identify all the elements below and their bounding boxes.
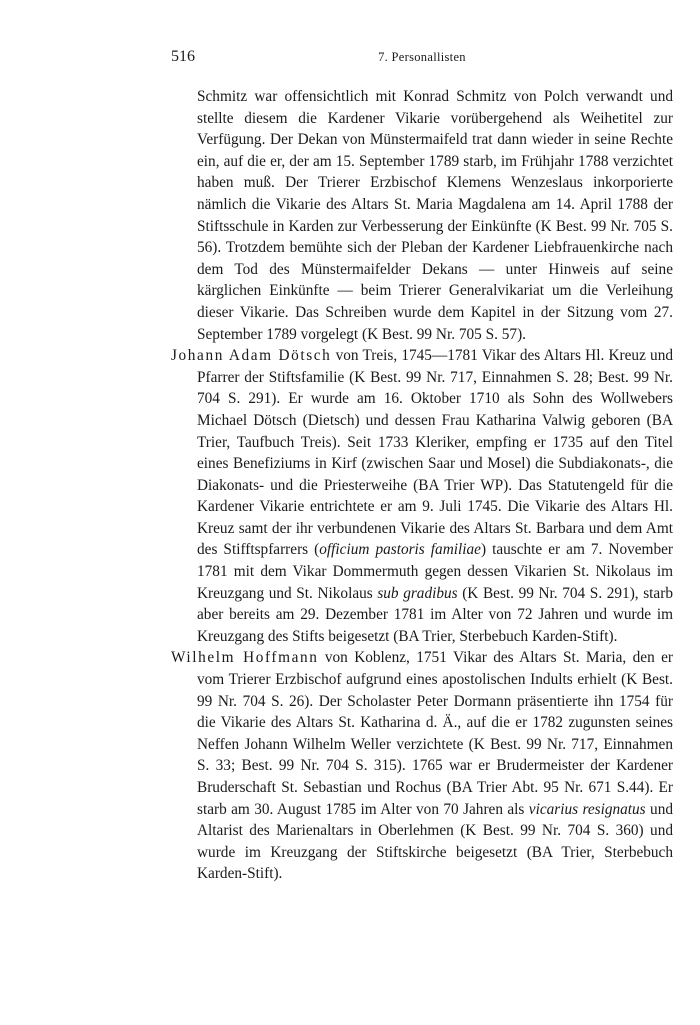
entry-text: und Altarist des Marienaltars in Oberlehmen (K Best. 99 Nr. 704 S. 360) und wurde im Kreuzgang der Stiftskirche beigesetzt (BA Trier, Sterbebuch Karden-Stift). [197,800,673,883]
entry-name: Wilhelm Hoffmann [171,649,319,667]
page-number: 516 [171,48,195,65]
body-text [171,86,673,885]
entry-text: von Koblenz, 1751 Vikar des Altars St. Maria, den er vom Trierer Erzbischof aufgrund eines apostolischen Indults erhielt (K Best. 99 Nr. 704 S. 26). Der Scholaster Peter Dormann präsentierte ihn 1754 für die Vikarie des Altars St. Katharina d. Ä., auf die er 1782 zugunsten seines Neffen Johann Wilhelm Weller verzichtete (K Best. 99 Nr. 717, Einnahmen S. 33; Best. 99 Nr. 704 S. 315). 1765 war er Brudermeister der Kardener Bruderschaft St. Sebastian und Rochus (BA Trier Abt. 95 Nr. 671 S.44). Er starb am 30. August 1785 im Alter von 70 Jahren als [197,649,674,818]
entry-name: Johann Adam Dötsch [171,347,332,365]
page-header [171,48,673,72]
entry-doetsch [171,345,673,647]
entry-hoffmann [171,647,673,885]
entry-text: von Treis, 1745—1781 Vikar des Altars Hl. Kreuz und Pfarrer der Stiftsfamilie (K Best. 99 Nr. 717, Einnahmen S. 28; Best. 99 Nr. 704 S. 291). Er wurde am 16. Oktober 1710 als Sohn des Wollwebers Michael Dötsch (Dietsch) und dessen Frau Katharina Valwig geboren (BA Trier, Taufbuch Treis). Seit 1733 Kleriker, empfing er 1735 auf den Titel eines Benefiziums in Kirf (zwischen Saar und Mosel) die Subdiakonats-, die Diakonats- und die Priesterweihe (BA Trier WP). Das Statutengeld für die Kardener Vikarie entrichtete er am 9. Juli 1745. Die Vikarie des Altars Hl. Kreuz samt der ihr verbundenen Vikarie des Altars St. Barbara und dem Amt des Stifftspfarrers ( [197,347,673,559]
entry-latin-term: vicarius resignatus [528,800,646,818]
entry-text: (K Best. 99 Nr. 704 S. 291), starb aber bereits am 29. Dezember 1781 im Alter von 72 Jahren und wurde im Kreuzgang des Stifts beigesetzt (BA Trier, Sterbebuch Karden-Stift). [197,584,673,645]
entry-latin-term: officium pastoris familiae [319,541,481,559]
continuation-paragraph: Schmitz war offensichtlich mit Konrad Schmitz von Polch verwandt und stellte diesem die Kardener Vikarie vorübergehend als Weihetitel zur Verfügung. Der Dekan von Münstermaifeld trat dann wieder in seine Rechte ein, auf die er, der am 15. September 1789 starb, im Frühjahr 1788 verzichtet haben muß. Der Trierer Erzbischof Klemens Wenzeslaus inkorporierte nämlich die Vikarie des Altars St. Maria Magdalena am 14. April 1788 der Stiftsschule in Karden zur Verbesserung der Einkünfte (K Best. 99 Nr. 705 S. 56). Trotzdem bemühte sich der Pleban der Kardener Liebfrauenkirche nach dem Tod des Münstermaifelder Dekans — unter Hinweis auf seine kärglichen Einkünfte — beim Trierer Generalvikariat um die Verleihung dieser Vikarie. Das Schreiben wurde dem Kapitel in der Sitzung vom 27. September 1789 vorgelegt (K Best. 99 Nr. 705 S. 57). [197,88,673,343]
entry-text: ) tauschte er am 7. November 1781 mit dem Vikar Dommermuth gegen dessen Vikarien St. Nikolaus im Kreuzgang und St. Nikolaus [197,541,673,602]
entry-latin-term: sub gradibus [377,584,458,602]
running-head: 7. Personallisten [378,50,466,64]
